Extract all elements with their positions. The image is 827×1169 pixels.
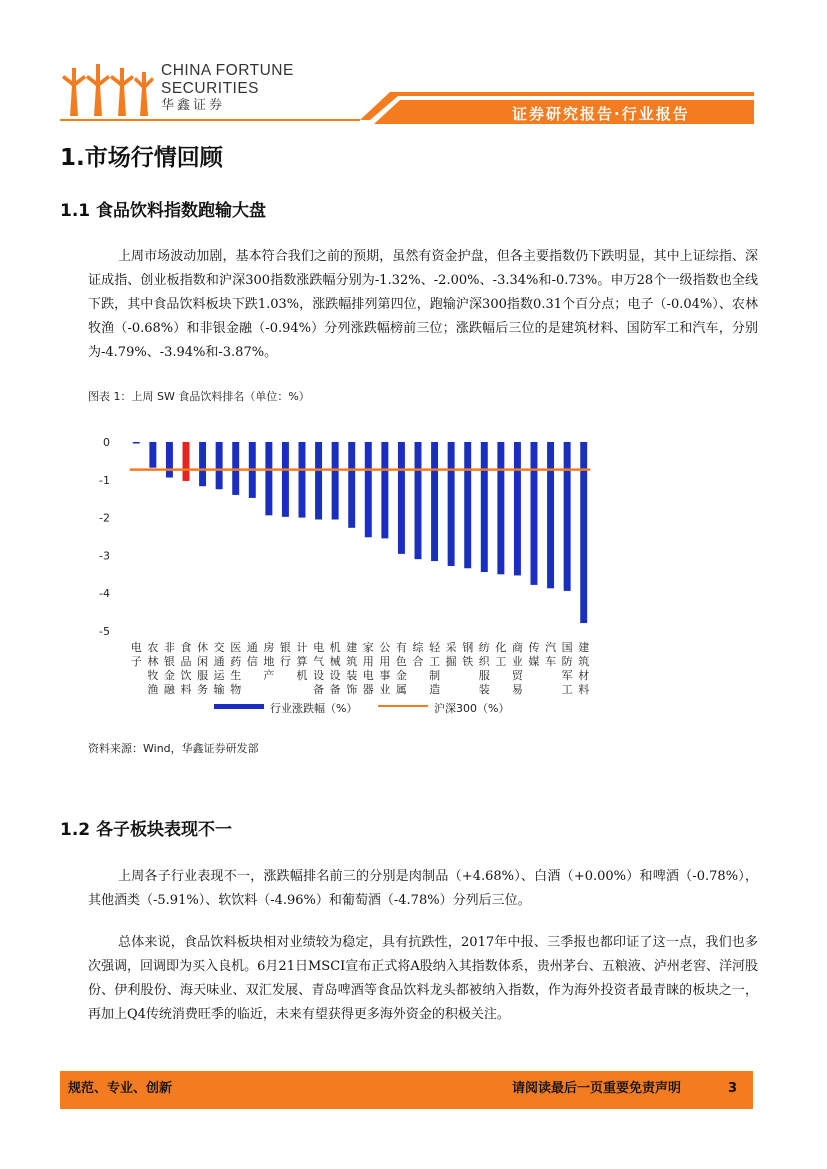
- x-tick-label: 家用电器: [362, 641, 374, 696]
- bar-国防军工: [564, 442, 571, 591]
- bar-电气设备: [315, 442, 322, 519]
- bar-家用电器: [365, 442, 372, 537]
- subsection-title-1-1: 1.1 食品饮料指数跑输大盘: [60, 201, 267, 221]
- report-tag: 证券研究报告·行业报告: [512, 105, 690, 123]
- bar-公用事业: [381, 442, 388, 538]
- bar-休闲服务: [199, 442, 206, 486]
- legend-label-industry: 行业涨跌幅（%）: [270, 702, 358, 715]
- x-tick-label: 非银金融: [163, 641, 175, 696]
- paragraph-subsectors: 上周各子行业表现不一，涨跌幅排名前三的分别是肉制品（+4.68%）、白酒（+0.00%）和啤酒（-0.78%），其他酒类（-5.91%）、软饮料（-4.96%）和葡萄酒（-4.78%）分列后三位。: [88, 869, 758, 908]
- x-tick-label: 传媒: [528, 641, 540, 668]
- x-tick-label: 国防军工: [561, 641, 573, 696]
- x-tick-label: 钢铁: [462, 641, 474, 668]
- footer-slogan: 规范、专业、创新: [68, 1081, 173, 1096]
- x-tick-label: 通信: [246, 641, 258, 668]
- bar-建筑装饰: [348, 442, 355, 528]
- x-tick-label: 采掘: [445, 641, 457, 668]
- figure-caption: 图表 1：上周 SW 食品饮料排名（单位：%）: [88, 390, 310, 403]
- x-tick-label: 食品饮料: [180, 641, 192, 696]
- bar-纺织服装: [481, 442, 488, 572]
- bar-采掘: [448, 442, 455, 566]
- paragraph-outlook: 总体来说，食品饮料板块相对业绩较为稳定，具有抗跌性，2017年中报、三季报也都印证了这一点，我们也多次强调，回调即为买入良机。6月21日MSCI宣布正式将A股纳入其指数体系，贵州茅台、五粮液、泸州老窖、洋河股份、伊利股份、海天味业、双汇发展、青岛啤酒等食品饮料龙头都被纳入指数，作为海外投资者最青睐的板块之一，再加上Q4传统消费旺季的临近，未来有望获得更多海外资金的积极关注。: [88, 935, 758, 1022]
- x-tick-label: 交通运输: [213, 641, 225, 696]
- bar-综合: [415, 442, 422, 559]
- x-tick-label: 银行: [279, 641, 291, 668]
- bar-计算机: [299, 442, 306, 518]
- bar-轻工制造: [431, 442, 438, 561]
- bar-汽车: [547, 442, 554, 588]
- bar-银行: [282, 442, 289, 517]
- bar-化工: [497, 442, 504, 574]
- legend-swatch-industry: [214, 704, 264, 709]
- y-tick-label: -5: [99, 625, 110, 638]
- bar-非银金融: [166, 442, 173, 478]
- paragraph-market-review: 上周市场波动加剧，基本符合我们之前的预期，虽然有资金护盘，但各主要指数仍下跌明显，其中上证综指、深证成指、创业板指数和沪深300指数涨跌幅分别为-1.32%、-2.00%、-3.34%和-0.73%。申万28个一级指数也全线下跌，其中食品饮料板块下跌1.03%，涨跌幅排列第四位，跑输沪深300指数0.31个百分点；电子（-0.04%）、农林牧渔（-0.68%）和非银金融（-0.94%）分列涨跌幅榜前三位；涨跌幅后三位的是建筑材料、国防军工和汽车，分别为-4.79%、-3.94%和-3.87%。: [88, 249, 758, 360]
- page-number: 3: [728, 1081, 738, 1096]
- x-tick-label: 商业贸易: [511, 641, 523, 696]
- x-tick-label: 汽车: [545, 641, 557, 668]
- bar-钢铁: [464, 442, 471, 568]
- x-tick-label: 轻工制造: [429, 641, 441, 696]
- bar-食品饮料: [183, 442, 190, 481]
- bar-农林牧渔: [149, 442, 156, 468]
- x-tick-label: 电子: [130, 641, 142, 668]
- x-tick-label: 有色金属: [395, 641, 407, 696]
- y-tick-label: 0: [103, 436, 110, 449]
- header: [0, 0, 827, 130]
- x-tick-label: 机械设备: [329, 641, 341, 696]
- x-tick-label: 农林牧渔: [147, 641, 159, 696]
- data-source: 资料来源：Wind，华鑫证券研发部: [88, 742, 259, 755]
- x-tick-label: 房地产: [263, 641, 275, 682]
- bar-机械设备: [332, 442, 339, 519]
- x-tick-label: 综合: [412, 641, 424, 668]
- subsection-title-1-2: 1.2 各子板块表现不一: [60, 820, 233, 840]
- bar-房地产: [265, 442, 272, 515]
- industry-ranking-chart: [88, 425, 608, 725]
- legend-label-hs300: 沪深300（%）: [434, 702, 510, 715]
- y-tick-label: -2: [99, 511, 110, 525]
- bar-商业贸易: [514, 442, 521, 575]
- bar-交通运输: [216, 442, 223, 489]
- y-tick-label: -1: [99, 473, 110, 487]
- x-tick-label: 电气设备: [313, 641, 325, 696]
- x-tick-label: 公用事业: [379, 641, 391, 696]
- x-tick-label: 建筑材料: [578, 641, 590, 696]
- x-tick-label: 建筑装饰: [346, 641, 358, 696]
- section-title: 1.市场行情回顾: [60, 145, 223, 171]
- y-tick-label: -4: [99, 587, 110, 601]
- x-tick-label: 化工: [495, 641, 507, 668]
- company-name-cn: 华鑫证券: [161, 98, 226, 113]
- bar-电子: [133, 442, 140, 444]
- x-tick-label: 医药生物: [230, 641, 242, 696]
- bar-传媒: [531, 442, 538, 585]
- x-tick-label: 休闲服务: [197, 641, 209, 696]
- bar-有色金属: [398, 442, 405, 554]
- x-tick-label: 计算机: [296, 641, 308, 682]
- y-tick-label: -3: [99, 549, 110, 563]
- company-name-en-1: CHINA FORTUNE: [161, 62, 294, 79]
- x-tick-label: 纺织服装: [478, 641, 490, 696]
- company-name-en-2: SECURITIES: [161, 80, 260, 97]
- footer-disclaimer-notice: 请阅读最后一页重要免责声明: [512, 1081, 682, 1096]
